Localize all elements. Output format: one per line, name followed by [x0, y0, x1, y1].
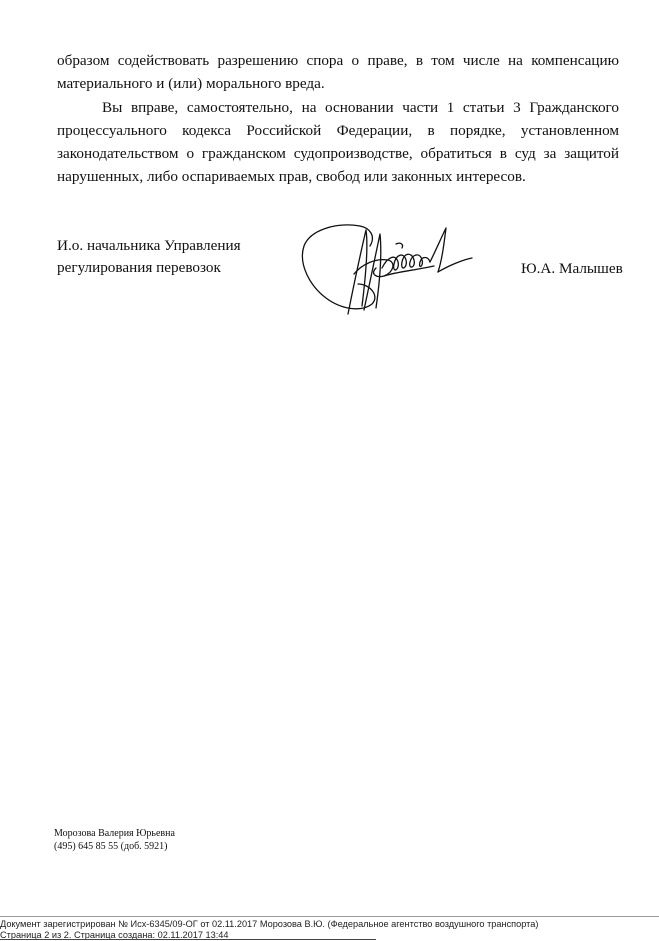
footer-underline	[0, 939, 376, 940]
signatory-name: Ю.А. Малышев	[521, 260, 623, 277]
letter-body	[57, 49, 619, 189]
registration-line: Документ зарегистрирован № Исх-6345/09-ОГ от 02.11.2017 Морозова В.Ю. (Федеральное агентство воздушного транспорта)	[0, 919, 539, 929]
handwritten-signature	[296, 214, 476, 322]
executor-phone: (495) 645 85 55 (доб. 5921)	[54, 841, 168, 852]
executor-info	[54, 827, 175, 853]
signatory-position	[57, 235, 241, 279]
executor-name: Морозова Валерия Юрьевна	[54, 828, 175, 839]
registration-footer	[0, 919, 659, 940]
footer-divider	[0, 916, 659, 917]
letter-paragraph: образом содействовать разрешению спора о праве, в том числе на компенсацию материального и (или) морального вреда.	[57, 52, 619, 93]
letter-paragraph: Вы вправе, самостоятельно, на основании части 1 статьи 3 Гражданского процессуального кодекса Российской Федерации, в порядке, установленном законодательством о гражданском судопроизводстве, обратиться в суд за защитой нарушенных, либо оспариваемых прав, свобод или законных интересов.	[57, 98, 619, 186]
signatory-position-line: регулирования перевозок	[57, 259, 221, 276]
page-info-line: Страница 2 из 2. Страница создана: 02.11.2017 13:44	[0, 929, 229, 940]
signatory-position-line: И.о. начальника Управления	[57, 237, 241, 254]
